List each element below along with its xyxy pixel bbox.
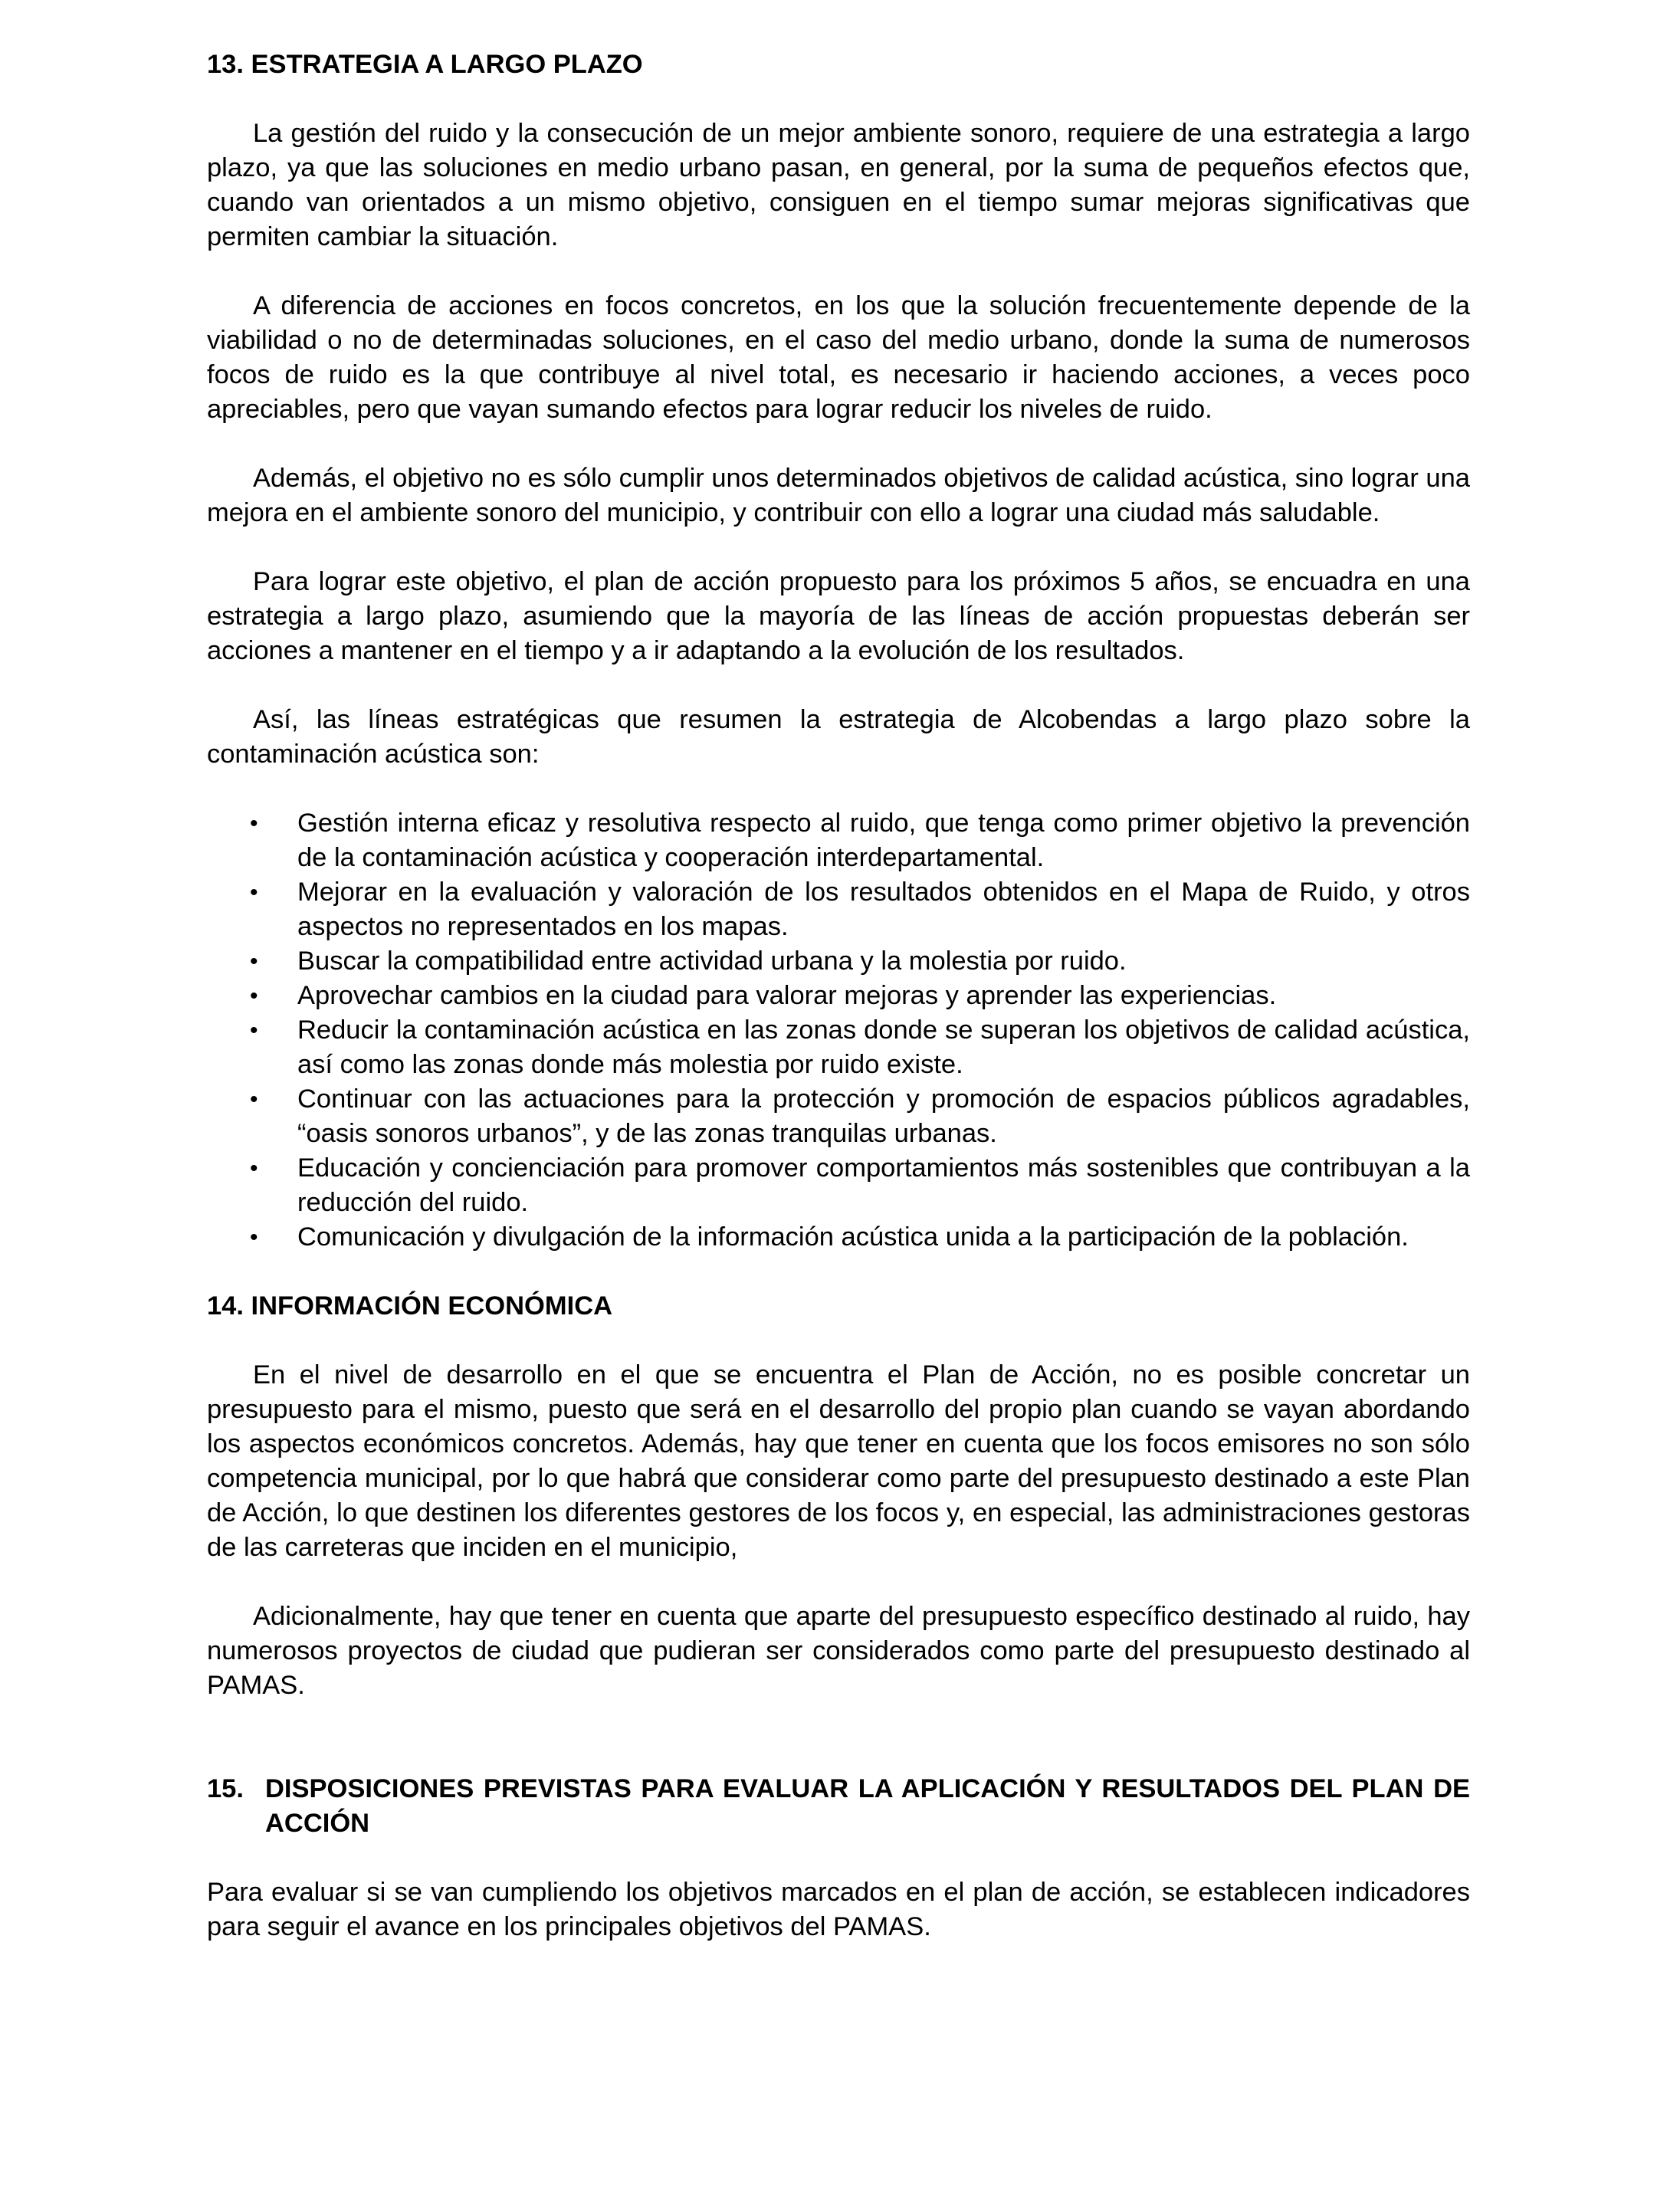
document-page bbox=[207, 48, 1470, 1944]
list-item bbox=[207, 1151, 1470, 1220]
section-15-number: 15. bbox=[207, 1774, 244, 1803]
section-15-paragraph: Para evaluar si se van cumpliendo los objetivos marcados en el plan de acción, se establecen indicadores para seguir el avance en los principales objetivos del PAMAS. bbox=[207, 1878, 1470, 1941]
list-item bbox=[207, 1220, 1470, 1255]
strategic-lines-list bbox=[207, 806, 1470, 1255]
section-14-paragraph: Adicionalmente, hay que tener en cuenta que aparte del presupuesto específico destinado al ruido, hay numerosos proyectos de ciudad que pudieran ser considerados como parte del presupuesto destinado al PAMAS. bbox=[207, 1602, 1470, 1700]
bullet-icon: • bbox=[250, 983, 258, 1009]
section-13-paragraph: A diferencia de acciones en focos concretos, en los que la solución frecuentemente depende de la viabilidad o no de determinadas soluciones, en el caso del medio urbano, donde la suma de numerosos focos de ruido es la que contribuye al nivel total, es necesario ir haciendo acciones, a veces poco apreciables, pero que vayan sumando efectos para lograr reducir los niveles de ruido. bbox=[207, 291, 1470, 424]
list-item bbox=[207, 806, 1470, 875]
list-item-text: Gestión interna eficaz y resolutiva respecto al ruido, que tenga como primer objetivo la prevención de la contaminación acústica y cooperación interdepartamental. bbox=[297, 809, 1470, 872]
list-item bbox=[207, 944, 1470, 979]
list-item-text: Continuar con las actuaciones para la protección y promoción de espacios públicos agradables, “oasis sonoros urbanos”, y de las zonas tranquilas urbanas. bbox=[297, 1084, 1470, 1148]
list-item-text: Buscar la compatibilidad entre actividad urbana y la molestia por ruido. bbox=[297, 947, 1127, 976]
section-15-heading bbox=[207, 1772, 1470, 1841]
list-item bbox=[207, 875, 1470, 944]
list-item bbox=[207, 1013, 1470, 1082]
bullet-icon: • bbox=[250, 811, 258, 836]
bullet-icon: • bbox=[250, 1087, 258, 1112]
section-13-paragraph: La gestión del ruido y la consecución de un mejor ambiente sonoro, requiere de una estrategia a largo plazo, ya que las soluciones en medio urbano pasan, en general, por la suma de pequeños efectos que, cuando van orientados a un mismo objetivo, consiguen en el tiempo sumar mejoras significativas que permiten cambiar la situación. bbox=[207, 119, 1470, 251]
section-15-title: DISPOSICIONES PREVISTAS PARA EVALUAR LA APLICACIÓN Y RESULTADOS DEL PLAN DE ACCIÓN bbox=[265, 1774, 1470, 1838]
list-item bbox=[207, 979, 1470, 1013]
list-item-text: Mejorar en la evaluación y valoración de los resultados obtenidos en el Mapa de Ruido, y otros aspectos no representados en los mapas. bbox=[297, 878, 1470, 941]
bullet-icon: • bbox=[250, 1018, 258, 1043]
list-item-text: Aprovechar cambios en la ciudad para valorar mejoras y aprender las experiencias. bbox=[297, 981, 1277, 1010]
list-item-text: Comunicación y divulgación de la información acústica unida a la participación de la población. bbox=[297, 1222, 1409, 1252]
list-item-text: Reducir la contaminación acústica en las zonas donde se superan los objetivos de calidad acústica, así como las zonas donde más molestia por ruido existe. bbox=[297, 1015, 1470, 1079]
bullet-icon: • bbox=[250, 949, 258, 974]
section-13-paragraph: Para lograr este objetivo, el plan de acción propuesto para los próximos 5 años, se encuadra en una estrategia a largo plazo, asumiendo que la mayoría de las líneas de acción propuestas deberán ser acciones a mantener en el tiempo y a ir adaptando a la evolución de los resultados. bbox=[207, 567, 1470, 665]
section-14-heading: 14. INFORMACIÓN ECONÓMICA bbox=[207, 1291, 613, 1321]
section-13-heading: 13. ESTRATEGIA A LARGO PLAZO bbox=[207, 50, 643, 79]
bullet-icon: • bbox=[250, 1225, 258, 1250]
bullet-icon: • bbox=[250, 1156, 258, 1181]
bullet-icon: • bbox=[250, 880, 258, 905]
list-item-text: Educación y concienciación para promover comportamientos más sostenibles que contribuyan a la reducción del ruido. bbox=[297, 1153, 1470, 1217]
section-14-paragraph: En el nivel de desarrollo en el que se encuentra el Plan de Acción, no es posible concretar un presupuesto para el mismo, puesto que será en el desarrollo del propio plan cuando se vayan abordando los aspectos económicos concretos. Además, hay que tener en cuenta que los focos emisores no son sólo competencia municipal, por lo que habrá que considerar como parte del presupuesto destinado a este Plan de Acción, lo que destinen los diferentes gestores de los focos y, en especial, las administraciones gestoras de las carreteras que inciden en el municipio, bbox=[207, 1360, 1470, 1562]
section-13-paragraph: Además, el objetivo no es sólo cumplir unos determinados objetivos de calidad acústica, sino lograr una mejora en el ambiente sonoro del municipio, y contribuir con ello a lograr una ciudad más saludable. bbox=[207, 464, 1470, 527]
section-13-paragraph: Así, las líneas estratégicas que resumen la estrategia de Alcobendas a largo plazo sobre la contaminación acústica son: bbox=[207, 705, 1470, 769]
list-item bbox=[207, 1082, 1470, 1151]
